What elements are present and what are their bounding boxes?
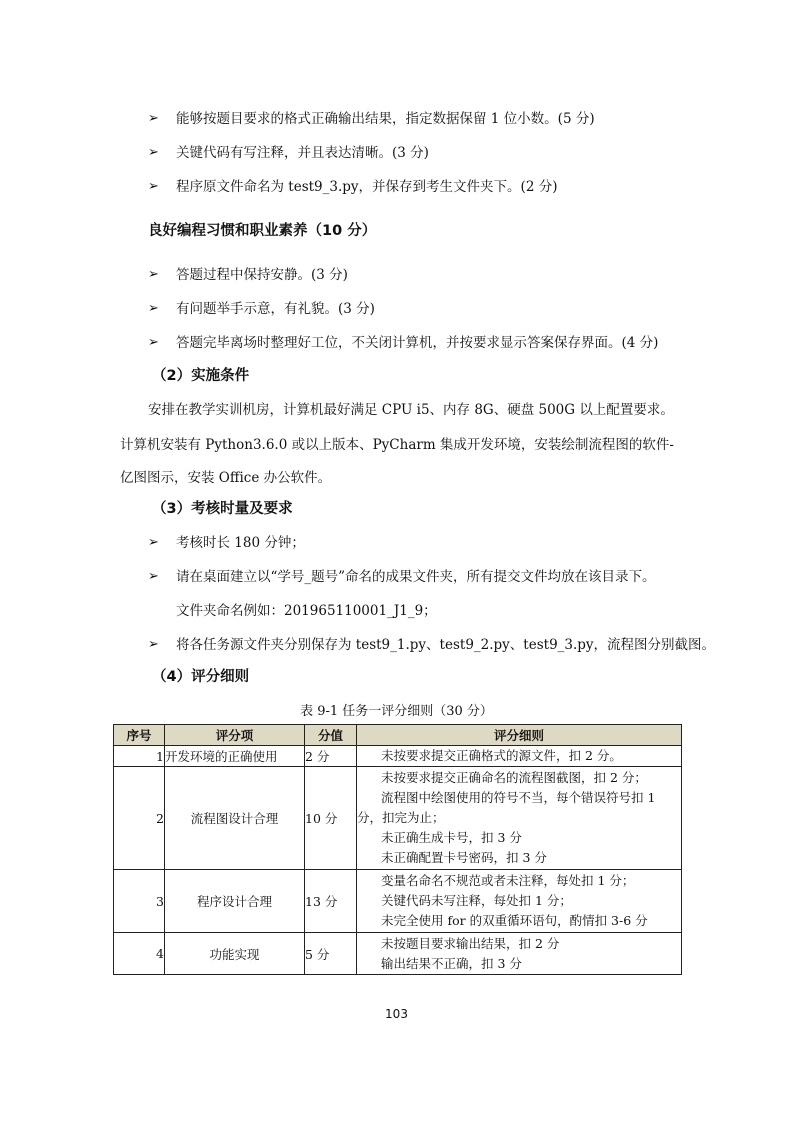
cell-item: 程序设计合理	[165, 870, 305, 933]
table-row	[114, 767, 682, 870]
cell-no: 1	[114, 746, 165, 767]
table-row	[114, 746, 682, 767]
cell-no: 4	[114, 933, 165, 975]
list-item: 关键代码有写注释，并且表达清晰。(3 分)	[176, 145, 429, 161]
cell-no: 2	[114, 767, 165, 870]
list-item: 答题过程中保持安静。(3 分)	[176, 267, 348, 283]
bullet-icon: ➢	[148, 179, 159, 194]
list-item: 请在桌面建立以“学号_题号”命名的成果文件夹，所有提交文件均放在该目录下。	[176, 569, 656, 585]
cell-score: 2 分	[305, 746, 357, 767]
list-item: 能够按题目要求的格式正确输出结果，指定数据保留 1 位小数。(5 分)	[176, 111, 595, 127]
detail-line: 变量名命名不规范或者未注释，每处扣 1 分；	[381, 873, 635, 888]
cell-details	[357, 767, 682, 870]
detail-line: 未按题目要求输出结果，扣 2 分	[381, 935, 560, 951]
section-heading-conditions: （2）实施条件	[152, 368, 250, 384]
bullet-icon: ➢	[148, 637, 159, 652]
list-item: 考核时长 180 分钟；	[176, 535, 305, 551]
cell-item: 开发环境的正确使用	[165, 746, 305, 767]
detail-line: 输出结果不正确，扣 3 分	[381, 955, 522, 971]
cell-item: 流程图设计合理	[165, 767, 305, 870]
bullet-icon: ➢	[148, 569, 159, 584]
detail-line: 关键代码未写注释，每处扣 1 分；	[381, 893, 572, 908]
bullet-icon: ➢	[148, 111, 159, 126]
table-header-row	[114, 725, 682, 746]
section-heading-habits: 良好编程习惯和职业素养（10 分）	[148, 223, 377, 239]
detail-line: 未按要求提交正确命名的流程图截图，扣 2 分；	[381, 770, 647, 785]
table-row	[114, 870, 682, 933]
detail-line: 未完全使用 for 的双重循环语句，酌情扣 3-6 分	[381, 913, 648, 928]
header-details: 评分细则	[357, 725, 682, 746]
cell-score: 10 分	[305, 767, 357, 870]
detail-line: 流程图中绘图使用的符号不当，每个错误符号扣 1 分，扣完为止；	[357, 790, 656, 825]
page-number: 103	[385, 1007, 408, 1021]
folder-example: 文件夹命名例如：201965110001_J1_9；	[176, 603, 437, 619]
list-item: 程序原文件命名为 test9_3.py，并保存到考生文件夹下。(2 分)	[176, 179, 558, 195]
paragraph-line: 亿图图示，安装 Office 办公软件。	[120, 470, 332, 486]
cell-details	[357, 933, 682, 975]
cell-no: 3	[114, 870, 165, 933]
table-caption: 表 9-1 任务一评分细则（30 分）	[300, 704, 493, 719]
detail-line: 未按要求提交正确格式的源文件，扣 2 分。	[381, 748, 622, 763]
grading-table	[113, 724, 682, 975]
section-heading-grading: （4）评分细则	[152, 669, 250, 685]
header-score: 分值	[305, 725, 357, 746]
detail-line: 未正确生成卡号，扣 3 分	[381, 830, 522, 845]
header-no: 序号	[114, 725, 165, 746]
bullet-icon: ➢	[148, 335, 159, 350]
list-item: 答题完毕离场时整理好工位，不关闭计算机，并按要求显示答案保存界面。(4 分)	[176, 335, 659, 351]
list-item: 将各任务源文件夹分别保存为 test9_1.py、test9_2.py、test9_3.py，流程图分别截图。	[176, 637, 716, 653]
detail-line: 未正确配置卡号密码，扣 3 分	[381, 850, 547, 865]
table-row	[114, 933, 682, 975]
bullet-icon: ➢	[148, 301, 159, 316]
bullet-icon: ➢	[148, 535, 159, 550]
header-item: 评分项	[165, 725, 305, 746]
paragraph-line: 安排在教学实训机房，计算机最好满足 CPU i5、内存 8G、硬盘 500G 以上配置要求。	[148, 402, 674, 418]
paragraph-line: 计算机安装有 Python3.6.0 或以上版本、PyCharm 集成开发环境，安装绘制流程图的软件-	[120, 437, 674, 453]
list-item: 有问题举手示意，有礼貌。(3 分)	[176, 301, 375, 317]
cell-item: 功能实现	[165, 933, 305, 975]
cell-score: 13 分	[305, 870, 357, 933]
cell-details	[357, 746, 682, 767]
bullet-icon: ➢	[148, 145, 159, 160]
section-heading-time: （3）考核时量及要求	[152, 501, 293, 517]
cell-details	[357, 870, 682, 933]
cell-score: 5 分	[305, 933, 357, 975]
bullet-icon: ➢	[148, 267, 159, 282]
